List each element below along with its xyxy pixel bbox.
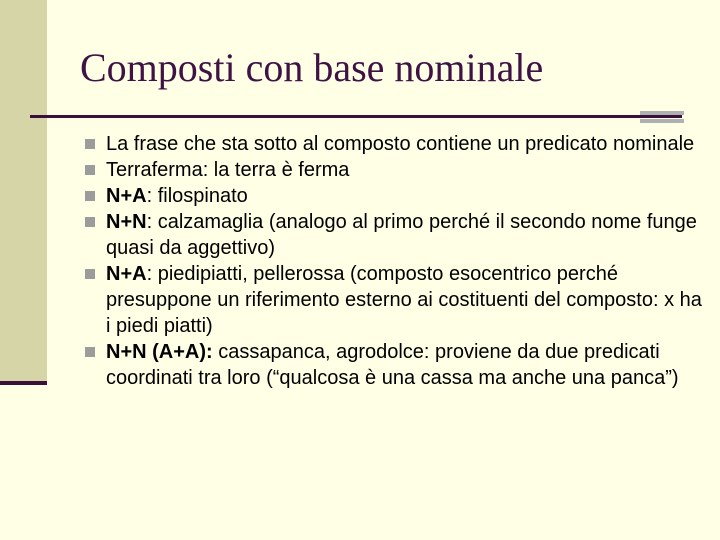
bullet-item [85,157,705,183]
bullet-text: La frase che sta sotto al composto contiene un predicato nominale [106,133,695,155]
slide-title: Composti con base nominale [80,45,544,90]
bullet-item [85,131,705,157]
square-bullet-icon [85,269,95,279]
title-divider-accent-top [640,111,684,115]
bullet-text: : calzamaglia (analogo al primo perché il secondo nome funge quasi da aggettivo) [106,211,697,259]
square-bullet-icon [85,165,95,175]
left-band-divider [0,381,47,385]
bullet-text: : filospinato [146,185,248,207]
bullet-term: N+A [106,263,147,285]
bullet-term: N+N [106,211,147,233]
square-bullet-icon [85,217,95,227]
bullet-item [85,209,705,261]
bullet-text: : piedipiatti, pellerossa (composto esocentrico perché presuppone un riferimento esterno ai costituenti del composto: x ha i piedi piatti) [106,263,702,337]
bullet-term: N+N (A+A): [106,341,213,363]
square-bullet-icon [85,139,95,149]
title-divider [30,115,682,118]
bullet-item [85,339,705,391]
bullet-term: N+A [106,185,147,207]
square-bullet-icon [85,191,95,201]
bullet-text: cassapanca, agrodolce: proviene da due predicati coordinati tra loro (“qualcosa è una cassa ma anche una panca”) [106,341,679,389]
bullet-item [85,261,705,339]
left-decorative-band [0,0,47,382]
bullet-text: Terraferma: la terra è ferma [106,159,350,181]
square-bullet-icon [85,347,95,357]
title-divider-accent-bottom [640,119,684,123]
bullet-list [85,131,705,391]
bullet-item [85,183,705,209]
